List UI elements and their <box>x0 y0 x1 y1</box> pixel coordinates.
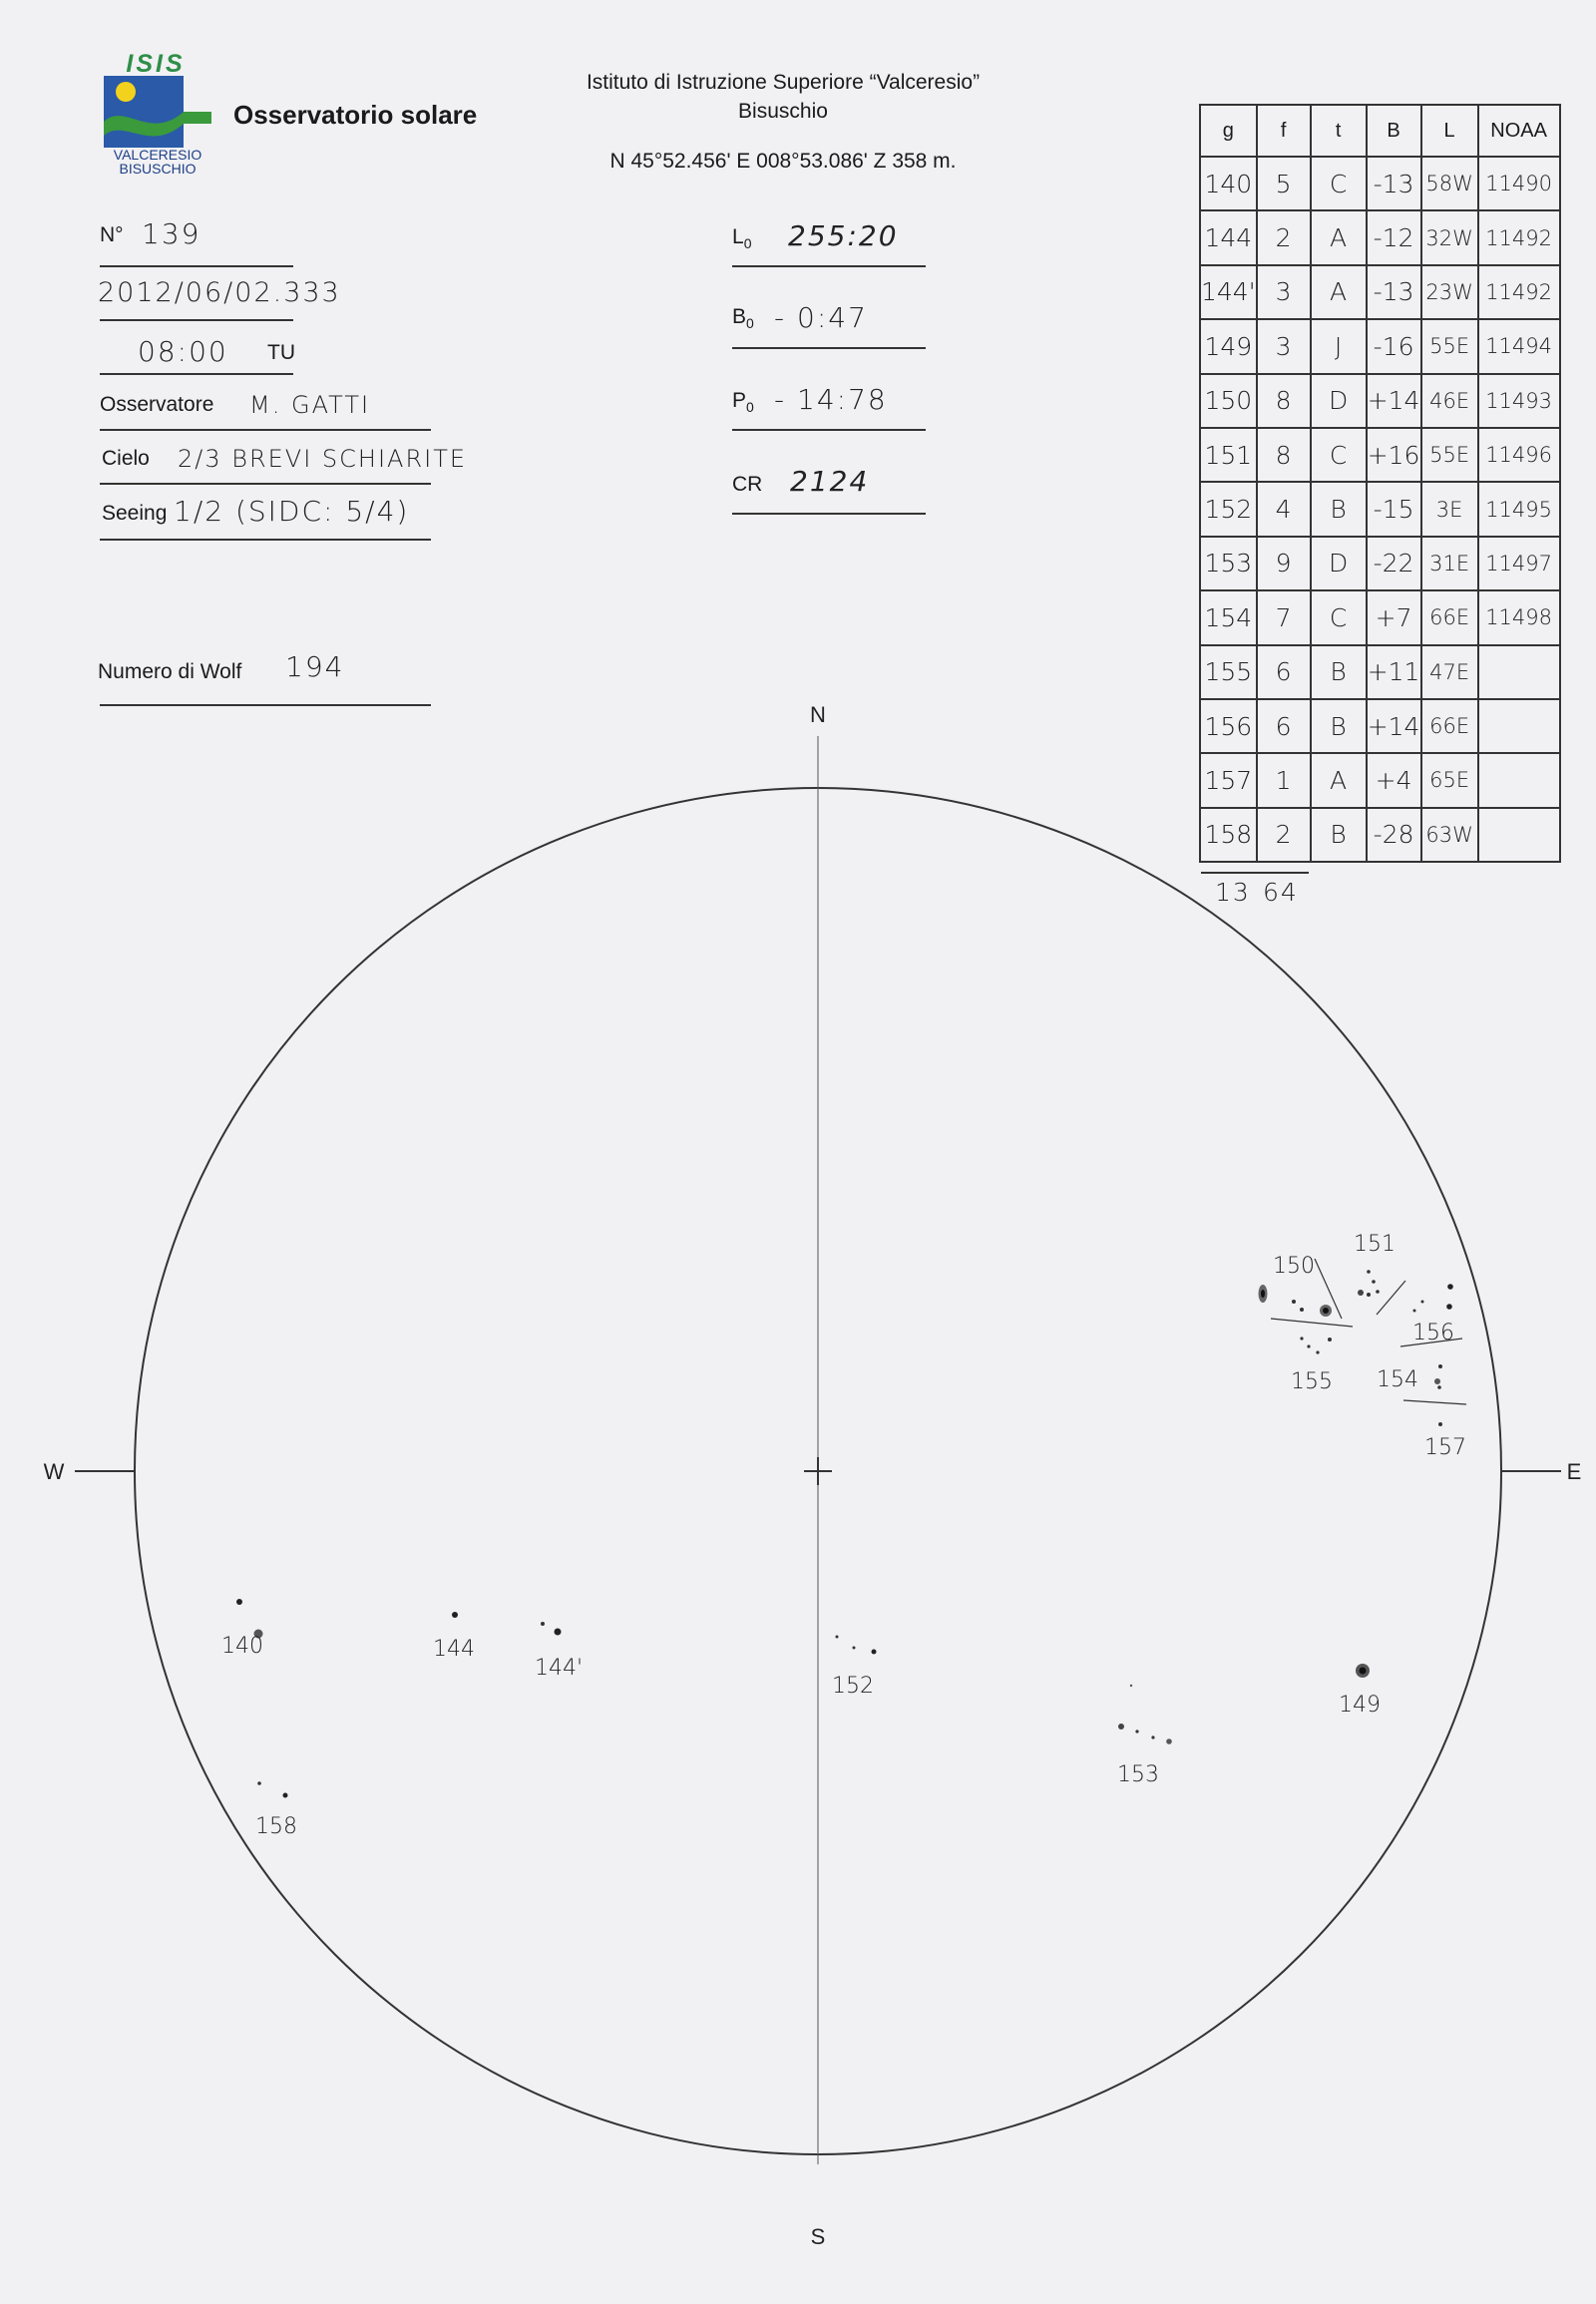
header-l: L <box>1421 105 1478 157</box>
sunspot-group-155 <box>1300 1337 1332 1353</box>
sunspot <box>257 1781 261 1785</box>
logo-subtitle-line-2: BISUSCHIO <box>119 161 197 177</box>
group-separator <box>1271 1319 1353 1327</box>
sunspot-group-153 <box>1118 1685 1172 1744</box>
cell-l: 46E <box>1421 374 1478 428</box>
cell-t: B <box>1311 482 1367 536</box>
l0-subscript: 0 <box>743 235 752 252</box>
group-label-152: 152 <box>832 1674 874 1699</box>
sunspot <box>1307 1344 1310 1347</box>
cell-l: 3E <box>1421 482 1478 536</box>
l0-letter: L <box>732 225 744 248</box>
cell-f: 8 <box>1257 374 1311 428</box>
cell-b: +14 <box>1367 699 1421 753</box>
seeing-label: Seeing <box>102 502 168 525</box>
cell-g: 155 <box>1200 645 1257 699</box>
sunspot-group-154 <box>1434 1364 1442 1389</box>
sunspot <box>1300 1337 1303 1340</box>
sunspot <box>1328 1338 1332 1342</box>
group-label-144: 144 <box>433 1637 475 1662</box>
cell-t: A <box>1311 210 1367 264</box>
cell-t: C <box>1311 157 1367 210</box>
total-groups: 13 <box>1215 878 1251 907</box>
sunspot <box>1300 1308 1304 1312</box>
cell-g: 140 <box>1200 157 1257 210</box>
header-g: g <box>1200 105 1257 157</box>
cell-g: 156 <box>1200 699 1257 753</box>
time-unit: TU <box>267 341 295 364</box>
logo-text: ISIS <box>126 50 186 78</box>
group-label-151: 151 <box>1354 1232 1396 1257</box>
cell-l: 63W <box>1421 808 1478 862</box>
sunspot <box>1130 1685 1132 1687</box>
sunspot <box>541 1622 545 1626</box>
cell-b: +11 <box>1367 645 1421 699</box>
cell-b: +4 <box>1367 753 1421 807</box>
cell-f: 5 <box>1257 157 1311 210</box>
b0-value: - 0:47 <box>774 301 868 334</box>
sunspot <box>1367 1293 1371 1297</box>
cell-l: 65E <box>1421 753 1478 807</box>
date-value: 2012/06/02.333 <box>98 277 341 308</box>
sunspot <box>236 1599 242 1605</box>
group-label-149: 149 <box>1339 1693 1381 1718</box>
sunspot-umbra <box>1323 1308 1329 1314</box>
b0-subscript: 0 <box>746 315 754 332</box>
north-label: N <box>810 702 826 727</box>
cr-value: 2124 <box>790 465 870 498</box>
seeing-value: 1/2 (SIDC: 5/4) <box>174 495 410 528</box>
p0-letter: P <box>732 389 747 412</box>
number-label: N° <box>100 223 124 246</box>
cell-noaa: 11494 <box>1478 319 1560 373</box>
west-label: W <box>43 1459 65 1484</box>
cell-f: 9 <box>1257 537 1311 590</box>
sunspot <box>853 1647 856 1650</box>
cell-l: 32W <box>1421 210 1478 264</box>
sunspot <box>1447 1284 1453 1290</box>
cell-t: D <box>1311 537 1367 590</box>
header-noaa: NOAA <box>1478 105 1560 157</box>
cell-g: 153 <box>1200 537 1257 590</box>
sunspot <box>1292 1300 1296 1304</box>
cell-g: 154 <box>1200 590 1257 644</box>
cell-b: +16 <box>1367 428 1421 482</box>
cell-g: 144 <box>1200 210 1257 264</box>
observer-value: M. GATTI <box>249 391 371 419</box>
sunspot-group-144-prime <box>541 1622 562 1636</box>
group-label-153: 153 <box>1117 1762 1159 1787</box>
sunspot <box>1437 1385 1441 1389</box>
cell-noaa: 11496 <box>1478 428 1560 482</box>
cell-f: 6 <box>1257 699 1311 753</box>
sunspot <box>1372 1280 1376 1284</box>
cell-b: -12 <box>1367 210 1421 264</box>
cell-t: A <box>1311 265 1367 319</box>
east-label: E <box>1566 1459 1582 1484</box>
cell-t: C <box>1311 590 1367 644</box>
sunspot <box>1118 1724 1124 1729</box>
cell-b: -28 <box>1367 808 1421 862</box>
cell-f: 7 <box>1257 590 1311 644</box>
wolf-number-label: Numero di Wolf <box>98 660 242 683</box>
cell-noaa: 11492 <box>1478 265 1560 319</box>
sunspot <box>1421 1301 1424 1304</box>
group-label-156: 156 <box>1412 1321 1454 1345</box>
wolf-number-value: 194 <box>285 650 345 683</box>
cell-g: 152 <box>1200 482 1257 536</box>
sunspot <box>1438 1364 1442 1368</box>
cell-g: 149 <box>1200 319 1257 373</box>
cell-g: 144' <box>1200 265 1257 319</box>
cell-g: 151 <box>1200 428 1257 482</box>
cell-b: +14 <box>1367 374 1421 428</box>
sunspot <box>1434 1378 1440 1384</box>
sunspot <box>1358 1290 1364 1296</box>
time-value: 08:00 <box>138 335 228 368</box>
sunspot <box>1135 1729 1138 1732</box>
cell-f: 1 <box>1257 753 1311 807</box>
sunspot-umbra <box>1360 1668 1367 1675</box>
cell-t: B <box>1311 699 1367 753</box>
cell-l: 58W <box>1421 157 1478 210</box>
school-line-1: Istituto di Istruzione Superiore “Valceresio” <box>586 71 981 94</box>
cell-l: 47E <box>1421 645 1478 699</box>
sunspot-group-156 <box>1413 1284 1453 1312</box>
sunspot <box>555 1629 562 1636</box>
group-label-154: 154 <box>1377 1367 1418 1392</box>
cell-f: 8 <box>1257 428 1311 482</box>
sunspot-umbra <box>1261 1290 1265 1298</box>
sunspot-group-140 <box>236 1599 263 1639</box>
cell-t: A <box>1311 753 1367 807</box>
p0-subscript: 0 <box>746 399 754 416</box>
cell-noaa: 11497 <box>1478 537 1560 590</box>
sunspot-group-144 <box>452 1612 458 1618</box>
sunspot-group-149 <box>1356 1664 1370 1678</box>
cell-t: B <box>1311 808 1367 862</box>
sunspot <box>1151 1735 1154 1738</box>
sunspot-group-158 <box>257 1781 287 1797</box>
cell-noaa: 11492 <box>1478 210 1560 264</box>
observatory-coordinates: N 45°52.456' E 008°53.086' Z 358 m. <box>609 150 957 173</box>
group-label-150: 150 <box>1273 1254 1315 1279</box>
l0-value: 255:20 <box>788 219 899 252</box>
group-separator <box>1403 1400 1466 1404</box>
cell-noaa: 11490 <box>1478 157 1560 210</box>
cell-b: -13 <box>1367 265 1421 319</box>
cell-b: -22 <box>1367 537 1421 590</box>
cell-l: 55E <box>1421 319 1478 373</box>
cell-f: 2 <box>1257 808 1311 862</box>
sunspot <box>1413 1310 1416 1313</box>
b0-letter: B <box>732 305 747 328</box>
cell-b: +7 <box>1367 590 1421 644</box>
cell-l: 66E <box>1421 590 1478 644</box>
header-b: B <box>1367 105 1421 157</box>
cell-l: 55E <box>1421 428 1478 482</box>
cell-t: B <box>1311 645 1367 699</box>
group-label-155: 155 <box>1291 1369 1333 1394</box>
cell-noaa: 11493 <box>1478 374 1560 428</box>
cr-label: CR <box>732 473 763 496</box>
cell-g: 150 <box>1200 374 1257 428</box>
header-f: f <box>1257 105 1311 157</box>
sunspot-group-157 <box>1438 1422 1442 1426</box>
cell-b: -15 <box>1367 482 1421 536</box>
sunspot <box>1367 1270 1371 1274</box>
sunspot <box>836 1636 839 1639</box>
sky-label: Cielo <box>102 447 150 470</box>
header-t: t <box>1311 105 1367 157</box>
cell-f: 3 <box>1257 265 1311 319</box>
cell-noaa: 11495 <box>1478 482 1560 536</box>
cell-b: -16 <box>1367 319 1421 373</box>
sunspot-group-151 <box>1358 1270 1380 1297</box>
sunspot <box>1438 1422 1442 1426</box>
group-label-158: 158 <box>255 1814 297 1839</box>
observer-label: Osservatore <box>100 393 214 416</box>
sunspot <box>872 1650 877 1655</box>
sunspot <box>452 1612 458 1618</box>
group-label-157: 157 <box>1424 1435 1466 1460</box>
sunspot-group-150 <box>1259 1285 1333 1317</box>
cell-l: 66E <box>1421 699 1478 753</box>
observatory-title: Osservatorio solare <box>233 100 478 130</box>
cell-b: -13 <box>1367 157 1421 210</box>
cell-l: 31E <box>1421 537 1478 590</box>
cell-f: 4 <box>1257 482 1311 536</box>
cell-f: 6 <box>1257 645 1311 699</box>
logo-subtitle-line-1: VALCERESIO <box>113 147 202 163</box>
sunspot <box>1316 1350 1319 1353</box>
sunspot <box>283 1793 288 1798</box>
sky-value: 2/3 BREVI SCHIARITE <box>178 445 468 473</box>
sunspot <box>1446 1304 1452 1310</box>
cell-f: 3 <box>1257 319 1311 373</box>
sunspot-group-152 <box>836 1636 877 1655</box>
cell-t: C <box>1311 428 1367 482</box>
cell-t: D <box>1311 374 1367 428</box>
total-spots: 64 <box>1263 878 1299 907</box>
sunspot <box>1376 1290 1380 1294</box>
cell-noaa: 11498 <box>1478 590 1560 644</box>
cell-g: 157 <box>1200 753 1257 807</box>
cell-t: J <box>1311 319 1367 373</box>
group-label-140: 140 <box>221 1634 263 1659</box>
p0-value: - 14:78 <box>774 383 888 416</box>
school-line-2: Bisuschio <box>738 100 828 123</box>
cell-f: 2 <box>1257 210 1311 264</box>
number-value: 139 <box>142 217 201 250</box>
sunspot <box>1166 1738 1172 1744</box>
cell-g: 158 <box>1200 808 1257 862</box>
cell-l: 23W <box>1421 265 1478 319</box>
group-separator <box>1377 1281 1405 1315</box>
south-label: S <box>810 2224 826 2249</box>
group-label-144-prime: 144' <box>535 1656 584 1681</box>
